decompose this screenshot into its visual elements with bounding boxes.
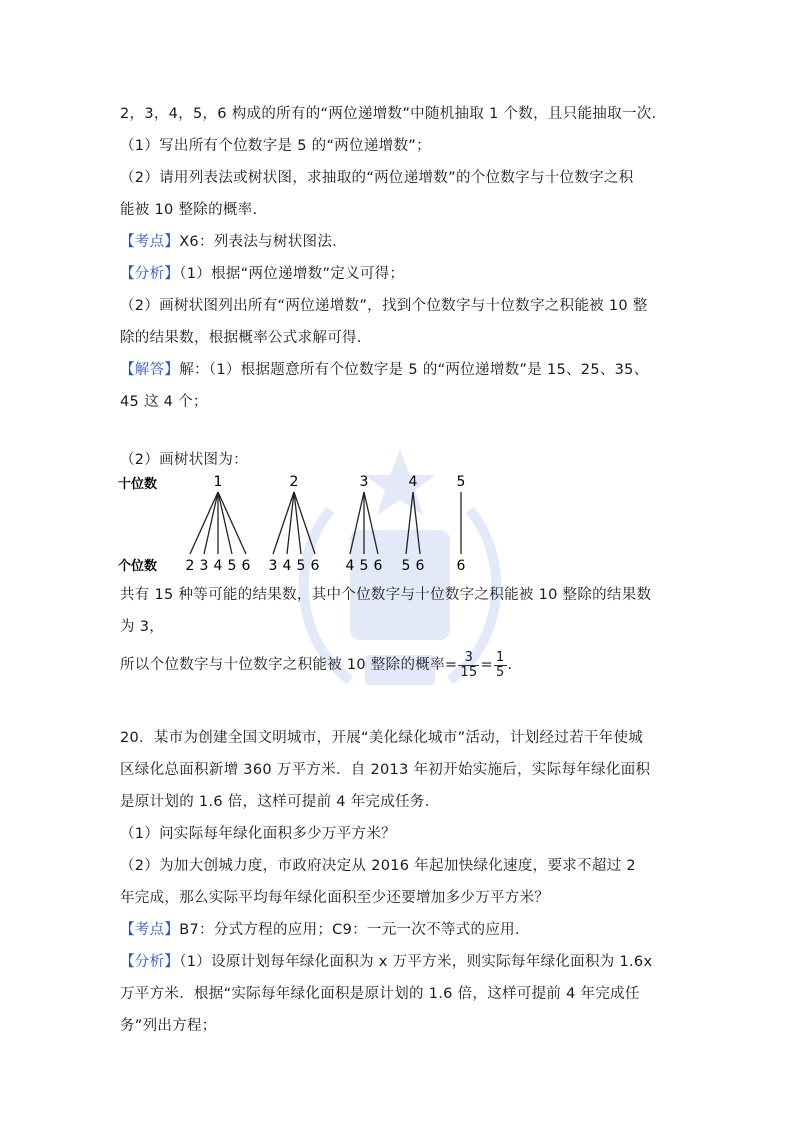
jieda-text: 解：（1）根据题意所有个位数字是 5 的“两位递增数”是 15、25、35、 [179,362,649,378]
tree-root-digit: 1 [213,474,223,490]
q20-fenxi-line2: 万平方米．根据“实际每年绿化面积是原计划的 1.6 倍，这样可提前 4 年完成任 [120,986,640,1002]
kaodian-text: X6：列表法与树状图法. [179,234,338,250]
units-label: 个位数 [118,559,158,574]
q20-kaodian [120,920,520,940]
fraction-denominator: 5 [495,664,505,680]
q20-part2-line1: （2）为加大创城力度，市政府决定从 2016 年起加快绿化速度，要求不超过 2 [120,858,636,874]
tree-branch [218,492,232,554]
q19-fenxi-line3: 除的结果数，根据概率公式求解可得. [120,330,362,346]
result-line2: 为 3， [120,619,165,635]
tree-branch [218,492,246,554]
q19-fenxi-line2: （2）画树状图列出所有“两位递增数”，找到个位数字与十位数字之积能被 10 整 [120,298,648,314]
tree-leaf-digit: 2 [185,558,195,574]
q19-kaodian [120,232,337,252]
fraction-3-15 [458,651,479,680]
tree-root-digit: 2 [289,474,299,490]
tree-leaf-digit: 6 [241,558,251,574]
q20-part1: （1）问实际每年绿化面积多少万平方米？ [120,826,396,842]
q19-jieda-line2: 45 这 4 个； [120,394,208,410]
q19-fenxi [120,264,404,284]
result-prefix: 所以个位数字与十位数字之积能被 10 整除的概率= [120,657,458,673]
tree-branch [190,492,218,554]
tree-leaf-digit: 4 [282,558,292,574]
tree-leaf-digit: 4 [345,558,355,574]
tree-diagram [118,470,498,582]
tree-root-digit: 4 [408,474,418,490]
kaodian-tag: 【考点】 [120,234,180,250]
tree-leaf-digit: 3 [268,558,278,574]
tree-branch [204,492,218,554]
tree-leaf-digit: 6 [415,558,425,574]
fraction-numerator: 1 [495,649,505,665]
tree-branch [406,492,413,554]
fenxi-tag: 【分析】 [120,954,180,970]
q20-line2: 区绿化总面积新增 360 万平方米．自 2013 年初开始实施后，实际每年绿化面积 [120,762,651,778]
tree-branch [364,492,378,554]
tree-leaf-digit: 5 [227,558,237,574]
tree-leaf-digit: 3 [199,558,209,574]
result-line1: 共有 15 种等可能的结果数，其中个位数字与十位数字之积能被 10 整除的结果数 [120,587,652,603]
q20-fenxi-line3: 务”列出方程； [120,1018,217,1034]
tree-root-digit: 5 [456,474,466,490]
tree-leaf-digit: 5 [296,558,306,574]
q20-part2-line2: 年完成，那么实际平均每年绿化面积至少还要增加多少万平方米？ [120,890,550,906]
kaodian-tag: 【考点】 [120,922,180,938]
tree-leaf-digit: 5 [401,558,411,574]
tree-leaf-digit: 6 [310,558,320,574]
tree-root-digit: 3 [359,474,369,490]
q20-line1: 20．某市为创建全国文明城市，开展“美化绿化城市”活动，计划经过若干年使城 [120,730,644,746]
result-line3 [120,650,512,680]
tree-leaf-digit: 4 [213,558,223,574]
fenxi-tag: 【分析】 [120,266,180,282]
result-suffix: . [507,657,513,673]
tree-branch [350,492,364,554]
tree-leaf-digit: 6 [373,558,383,574]
kaodian-text: B7：分式方程的应用；C9：一元一次不等式的应用. [179,922,520,938]
tree-branch [413,492,420,554]
tens-label: 十位数 [118,477,158,492]
fenxi-text: （1）根据“两位递增数”定义可得； [179,266,405,282]
q20-line3: 是原计划的 1.6 倍，这样可提前 4 年完成任务. [120,794,430,810]
q19-intro: 2，3，4，5，6 构成的所有的“两位递增数”中随机抽取 1 个数，且只能抽取一次. [120,106,657,122]
fraction-denominator: 15 [460,664,478,680]
tree-leaf-digit: 6 [456,558,466,574]
fraction-numerator: 3 [458,651,479,666]
q19-part2-line2: 能被 10 整除的概率. [120,202,258,218]
q19-jieda [120,360,649,380]
fraction-1-5 [494,651,507,680]
jieda-tag: 【解答】 [120,362,180,378]
q19-part1: （1）写出所有个位数字是 5 的“两位递增数”； [120,138,431,154]
q20-fenxi [120,952,652,972]
fenxi-text: （1）设原计划每年绿化面积为 x 万平方米，则实际每年绿化面积为 1.6x [179,954,653,970]
equals-sign: = [480,657,493,673]
tree-leaf-digit: 5 [359,558,369,574]
tree-branches [186,474,466,574]
q19-part2-line1: （2）请用列表法或树状图，求抽取的“两位递增数”的个位数字与十位数字之积 [120,170,634,186]
tree-intro: （2）画树状图为： [120,452,248,468]
